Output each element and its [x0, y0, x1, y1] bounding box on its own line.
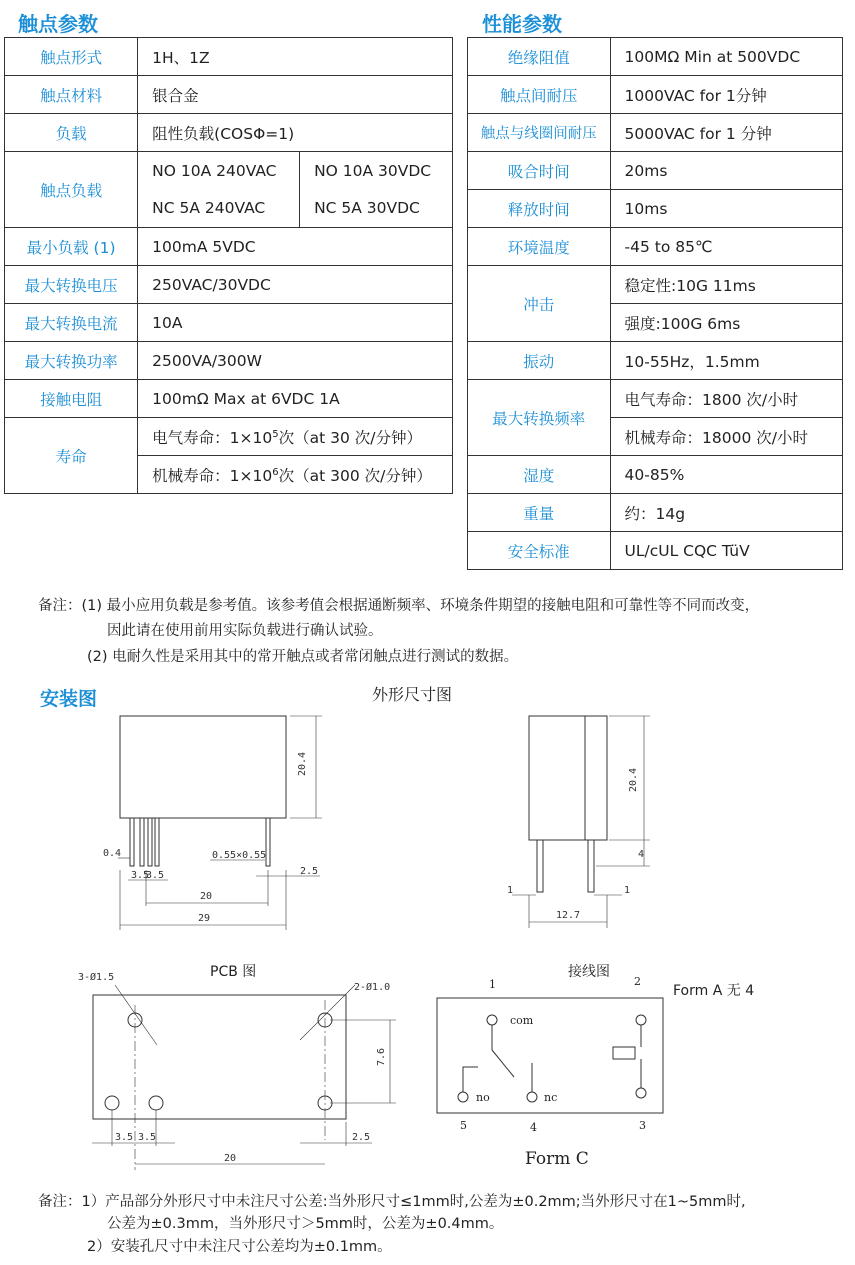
row-value: 约：14g [610, 494, 842, 532]
load-ac-nc: NC 5A 240VAC [138, 190, 300, 228]
row-value: UL/cUL CQC TüV [610, 532, 842, 570]
row-value: 稳定性:10G 11ms [610, 266, 842, 304]
row-label: 触点负载 [5, 152, 138, 228]
row-label: 绝缘阻值 [468, 38, 611, 76]
front-span-dim: 20 [200, 891, 213, 902]
row-label: 最大转换电流 [5, 304, 138, 342]
row-value: 机械寿命：18000 次/小时 [610, 418, 842, 456]
row-value: 250VAC/30VDC [138, 266, 453, 304]
row-label: 触点形式 [5, 38, 138, 76]
pcb-edge-dim: 2.5 [352, 1132, 371, 1143]
row-label: 负载 [5, 114, 138, 152]
row-label: 触点间耐压 [468, 76, 611, 114]
pin-2-label: 2 [634, 975, 641, 988]
row-label: 接触电阻 [5, 380, 138, 418]
com-label: com [510, 1014, 534, 1027]
row-label: 湿度 [468, 456, 611, 494]
row-label: 安全标准 [468, 532, 611, 570]
note2-line3: 2）安装孔尺寸中未注尺寸公差均为±0.1mm。 [87, 1239, 392, 1255]
row-value: 100mΩ Max at 6VDC 1A [138, 380, 453, 418]
row-label: 环境温度 [468, 228, 611, 266]
row-value: 1H、1Z [138, 38, 453, 76]
pcb-hole-big: 3-Ø1.5 [78, 972, 115, 983]
load-dc-no: NO 10A 30VDC [300, 152, 453, 190]
side-pin-dim: 4 [638, 849, 645, 860]
no-label: no [476, 1091, 490, 1104]
load-dc-nc: NC 5A 30VDC [300, 190, 453, 228]
life-electric: 电气寿命：$1\times 10^5$次（at 30 次/分钟） [138, 418, 453, 456]
row-label: 最大转换频率 [468, 380, 611, 456]
note1-line1: 备注：(1) 最小应用负载是参考值。该参考值会根据通断频率、环境条件期望的接触电阻和可靠性等不同而改变， [38, 598, 760, 614]
row-value: 10ms [610, 190, 842, 228]
row-value: 1000VAC for 1分钟 [610, 76, 842, 114]
nc-label: nc [544, 1091, 558, 1104]
row-value: 100mA 5VDC [138, 228, 453, 266]
row-value: 10-55Hz，1.5mm [610, 342, 842, 380]
row-value: 阻性负载(COSΦ=1) [138, 114, 453, 152]
load-ac-no: NO 10A 240VAC [138, 152, 300, 190]
front-view [118, 716, 322, 930]
row-label: 重量 [468, 494, 611, 532]
note2-line1: 备注：1）产品部分外形尺寸中未注尺寸公差:当外形尺寸≤1mm时,公差为±0.2mm;当外形尺寸在1~5mm时, [38, 1194, 746, 1210]
form-c-label: Form C [525, 1149, 589, 1169]
pin-4-label: 4 [530, 1121, 537, 1134]
row-label: 冲击 [468, 266, 611, 342]
row-value: 电气寿命：1800 次/小时 [610, 380, 842, 418]
pcb-height-dim: 7.6 [376, 1047, 387, 1066]
side-height-dim: 20.4 [628, 767, 639, 792]
front-pitch-dim: 3.5 [131, 870, 150, 881]
row-value: 2500VA/300W [138, 342, 453, 380]
pcb-title: PCB 图 [210, 964, 257, 980]
pin-3-label: 3 [639, 1119, 646, 1132]
row-label: 最大转换电压 [5, 266, 138, 304]
contact-params-title: 触点参数 [18, 12, 98, 36]
side-right-dim: 1 [624, 885, 631, 896]
row-label: 振动 [468, 342, 611, 380]
outline-title: 外形尺寸图 [372, 685, 453, 704]
form-a-label: Form A 无 4 [673, 983, 755, 999]
row-label: 寿命 [5, 418, 138, 494]
row-value: 强度:100G 6ms [610, 304, 842, 342]
row-value: 40-85% [610, 456, 842, 494]
front-height-dim: 20.4 [297, 751, 308, 776]
note1-line2: 因此请在使用前用实际负载进行确认试验。 [107, 623, 383, 639]
row-value: 100MΩ Min at 500VDC [610, 38, 842, 76]
install-title: 安装图 [40, 688, 98, 710]
row-label: 触点材料 [5, 76, 138, 114]
pcb-hole-small: 2-Ø1.0 [354, 982, 391, 993]
front-pinsize-dim: 0.55×0.55 [212, 850, 267, 861]
row-label: 最小负载 (1) [5, 228, 138, 266]
side-left-dim: 1 [507, 885, 514, 896]
side-width-dim: 12.7 [556, 910, 581, 921]
wiring-title: 接线图 [568, 964, 610, 980]
row-value: 银合金 [138, 76, 453, 114]
life-mechanical: 机械寿命：$1\times 10^6$次（at 300 次/分钟） [138, 456, 453, 494]
row-value: 5000VAC for 1 分钟 [610, 114, 842, 152]
note1-line3: (2) 电耐久性是采用其中的常开触点或者常闭触点进行测试的数据。 [87, 649, 519, 665]
row-label: 最大转换功率 [5, 342, 138, 380]
pin-1-label: 1 [489, 978, 496, 991]
row-label: 吸合时间 [468, 152, 611, 190]
note2-line2: 公差为±0.3mm，当外形尺寸＞5mm时，公差为±0.4mm。 [107, 1216, 504, 1232]
side-view [512, 716, 650, 928]
pcb-a-dim: 3.5 [115, 1132, 134, 1143]
pcb-span-dim: 20 [224, 1153, 237, 1164]
row-value: 10A [138, 304, 453, 342]
front-pitch2-dim: 3.5 [146, 870, 165, 881]
front-length-dim: 29 [198, 913, 211, 924]
front-pin-dim: 0.4 [103, 848, 122, 859]
row-value: -45 to 85℃ [610, 228, 842, 266]
row-label: 释放时间 [468, 190, 611, 228]
row-value: 20ms [610, 152, 842, 190]
row-label: 触点与线圈间耐压 [468, 114, 611, 152]
front-edge-dim: 2.5 [300, 866, 319, 877]
performance-params-title: 性能参数 [482, 12, 562, 36]
pcb-b-dim: 3.5 [138, 1132, 157, 1143]
pin-5-label: 5 [460, 1119, 467, 1132]
